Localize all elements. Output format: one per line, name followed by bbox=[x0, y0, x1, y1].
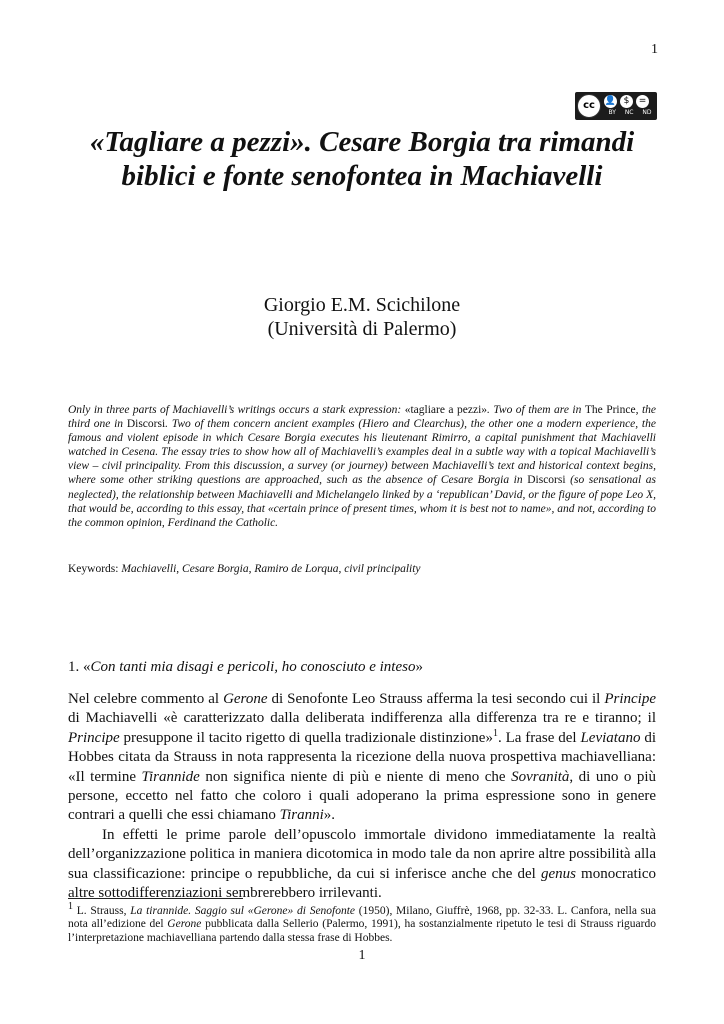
section-heading bbox=[68, 659, 423, 676]
keyword-separator: , bbox=[176, 563, 183, 575]
section-title: Con tanti mia disagi e pericoli, ho conosciuto e inteso bbox=[90, 659, 416, 675]
paragraph: In effetti le prime parole dell’opuscolo immortale dividono immediatamente la realtà dell’organizzazione politica in maniera dicotomica in modo tale da non aprire altre possibilità alla sua classificazione: principe o repubbliche, da cui si inferisce anche che del genus monocratico altre sottodifferenziazioni sembrerebbero irrilevanti. bbox=[68, 826, 656, 902]
creative-commons-icon: cc bbox=[577, 94, 601, 118]
license-term-by: BY bbox=[608, 109, 616, 116]
abstract-quote: «tagliare a pezzi» bbox=[404, 404, 488, 416]
keywords bbox=[68, 563, 421, 575]
paragraph: Nel celebre commento al Gerone di Senofonte Leo Strauss afferma la tesi secondo cui il Principe di Machiavelli «è caratterizzato dalla deliberata indifferenza alla differenza tra re e tiranno; il Principe presuppone il tacito rigetto di quella tradizionale distinzione»$^1$. La frase del Leviatano di Hobbes citata da Strauss in nota rappresenta la ricezione della nuova prospettiva machiavelliana: «Il termine Tirannide non significa niente di più e niente di meno che Sovranità, di uno o più persone, eccetto nel fatto che coloro i quali adoperano la prima espressione sono in genere contrari a quelli che essi chiamano Tiranni». bbox=[68, 691, 656, 824]
abstract-work-title: Discorsi bbox=[126, 418, 166, 431]
footnote-number: 1 bbox=[68, 901, 73, 913]
license-term-nd: ND bbox=[642, 109, 652, 116]
keywords-label: Keywords: bbox=[68, 563, 122, 575]
footnote: $^1$ L. Strauss, La tirannide. Saggio sul «Gerone» di Senofonte (1950), Milano, Giuffrè, 1968, pp. 32-33. L. Canfora, nella sua nota all’edizione del Gerone pubblicata dalla Sellerio (Palermo, 1991), ha sostanzialmente ripetuto le tesi di Strauss riguardo l’interpretazione machiavelliana partendo dalla stessa frase di Hobbes. bbox=[68, 901, 656, 944]
author-affiliation: (Università di Palermo) bbox=[267, 318, 457, 340]
license-term-nc: NC bbox=[624, 109, 634, 116]
page-number-top: 1 bbox=[651, 42, 658, 57]
abstract-work-title: The Prince bbox=[584, 404, 636, 416]
author-name: Giorgio E.M. Scichilone bbox=[263, 294, 461, 316]
body-text bbox=[68, 690, 656, 903]
noderivatives-icon: = bbox=[636, 95, 649, 108]
keyword-separator: , bbox=[338, 563, 345, 575]
author-block bbox=[80, 293, 644, 341]
footnote-ref[interactable]: 1 bbox=[492, 727, 498, 739]
keyword: Ramiro de Lorqua bbox=[254, 563, 339, 575]
keyword: civil principality bbox=[344, 563, 421, 575]
footnote-separator bbox=[68, 898, 243, 899]
abstract-text: (so sensational as neglected), the relationship between Machiavelli and Michelangelo linked by a ‘republican’ David, or the figure of pope Leo X, that would be, according to this essay, that «certain prince of present times, whom it is best not to name», and not, according to the common opinion, Ferdinand the Catholic. bbox=[68, 474, 656, 529]
section-close: » bbox=[415, 659, 423, 675]
abstract-text: . Two of them are in bbox=[487, 404, 585, 416]
attribution-icon: 👤 bbox=[604, 95, 617, 106]
abstract-text: . Two of them concern ancient examples (Hiero and Clearchus), the other one a modern experience, the famous and violent episode in which Cesare Borgia executes his lieutenant Rimirro, a capital punishment that Machiavelli watched in Cesena. The essay tries to show how all of Machiavelli’s examples deal in a subtle way with a topical Machiavelli’s view – civil principality. From this discussion, a survey (or journey) between Machiavelli’s text and historical context begins, where some other striking questions are approached, such as the absence of Cesare Borgia in bbox=[68, 418, 656, 487]
paper-title: «Tagliare a pezzi». Cesare Borgia tra rimandi biblici e fonte senofontea in Machiavelli bbox=[89, 126, 635, 192]
keyword: Machiavelli bbox=[121, 563, 177, 575]
keyword: Cesare Borgia bbox=[182, 563, 249, 575]
abstract-text: , the third one in bbox=[68, 404, 656, 431]
noncommercial-icon: $ bbox=[620, 95, 633, 108]
keyword-separator: , bbox=[248, 563, 255, 575]
page-number-bottom: 1 bbox=[358, 948, 366, 963]
abstract-text: Only in three parts of Machiavelli’s writings occurs a stark expression: bbox=[68, 404, 405, 416]
abstract bbox=[68, 403, 656, 530]
section-number: 1. « bbox=[68, 659, 91, 675]
cc-license-badge[interactable] bbox=[575, 92, 657, 120]
abstract-work-title: Discorsi bbox=[527, 474, 566, 487]
